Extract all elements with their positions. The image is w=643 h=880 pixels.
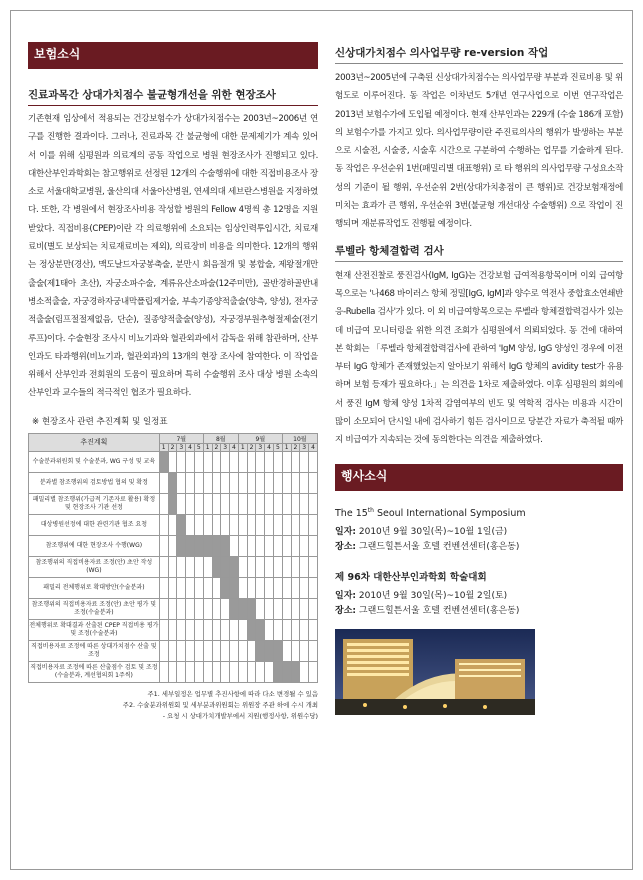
schedule-cell bbox=[203, 619, 212, 640]
schedule-cell bbox=[168, 598, 177, 619]
task-cell: 참조행위의 직접비용자료 조정(안) 초안 작성(WG) bbox=[29, 556, 160, 577]
schedule-cell bbox=[300, 577, 309, 598]
schedule-cell bbox=[273, 535, 282, 556]
schedule-cell bbox=[168, 451, 177, 472]
schedule-cell bbox=[309, 577, 318, 598]
schedule-cell bbox=[203, 556, 212, 577]
schedule-cell bbox=[265, 598, 274, 619]
schedule-cell bbox=[194, 598, 203, 619]
schedule-cell bbox=[177, 514, 186, 535]
schedule-cell bbox=[300, 598, 309, 619]
banner-label: 행사소식 bbox=[335, 464, 623, 488]
schedule-cell bbox=[194, 556, 203, 577]
schedule-cell bbox=[186, 514, 195, 535]
schedule-cell bbox=[309, 619, 318, 640]
table-row bbox=[29, 535, 318, 556]
week-header: 5 bbox=[194, 443, 203, 451]
week-header: 1 bbox=[238, 443, 247, 451]
schedule-cell bbox=[212, 619, 221, 640]
schedule-cell bbox=[203, 472, 212, 493]
week-header: 2 bbox=[168, 443, 177, 451]
schedule-cell bbox=[247, 619, 256, 640]
table-row bbox=[29, 598, 318, 619]
week-header: 2 bbox=[212, 443, 221, 451]
schedule-cell bbox=[256, 472, 265, 493]
schedule-cell bbox=[230, 493, 239, 514]
events-banner bbox=[335, 464, 623, 491]
schedule-cell bbox=[194, 535, 203, 556]
schedule-cell bbox=[282, 535, 291, 556]
schedule-cell bbox=[212, 472, 221, 493]
article-body: 기존현재 임상에서 적용되는 건강보험수가 상대가치점수는 2003년~2006년 연구를 진행한 결과이다. 그러나, 진료과목 간 불균형에 대한 문제제기가 계속 있어서 이를 위해 심평원과 의료계의 공동 작업으로 병원 현장조사가 진행되고 있다. 대한산부인과학회는 참고행위로 선정된 12개의 수술행위에 대한 직접비용조사 장소로 서울대학교병원, 울산의대 서울아산병원, 연세의대 세브란스병원을 지정하였다. 또한, 각 병원에서 현장조사비용 작성할 병원의 Fellow 4명씩 총 12명을 지원 받았다. 직접비용(CPEP)이란 각 의료행위에 소요되는 임상인력투입시간, 치료재료비(별도 보상되는 치료재료비는 제외), 의료장비 비용을 의미한다. 12개의 행위는 정상분만(경산), 맥도날드자궁봉축술, 분만시 회음절개 및 봉합술, 제왕절개만출술(제1태아 초산), 자궁소파수술, 계류유산소파술(12주미만), 골반경하골반내병소적출술, 자궁경하자궁내막폴립제거술, 부속기종양적출술(양측, 양성), 전자궁적출술(림프절절제없음, 단순), 질종양적출술(양성), 자궁경부원추형절제술(전기루프)이다. 수술현장 조사시 비뇨기과와 혈관외과에서 감독을 위해 참관하며, 산부인과도 타과행위(비뇨기과, 혈관외과)의 13개의 현장 조사에 참여한다. 이 작업을 위해서 산부인과 전회원의 도움이 필요하며 특히 수술행위 조사 대상 병원 소속의 산부인과 교수들의 적극적인 협조가 필요하다. bbox=[28, 114, 318, 399]
schedule-cell bbox=[247, 472, 256, 493]
schedule-cell bbox=[282, 640, 291, 661]
schedule-cell bbox=[212, 598, 221, 619]
footnote: - 요청 시 상대가치개발부에서 지원(행정사항, 위원수당) bbox=[162, 711, 318, 720]
schedule-cell bbox=[159, 514, 168, 535]
schedule-cell bbox=[159, 619, 168, 640]
schedule-cell bbox=[265, 577, 274, 598]
schedule-cell bbox=[291, 640, 300, 661]
schedule-cell bbox=[168, 640, 177, 661]
week-header: 5 bbox=[273, 443, 282, 451]
schedule-cell bbox=[273, 493, 282, 514]
schedule-cell bbox=[265, 640, 274, 661]
schedule-cell bbox=[300, 535, 309, 556]
schedule-cell bbox=[221, 661, 230, 682]
schedule-cell bbox=[256, 619, 265, 640]
schedule-cell bbox=[221, 535, 230, 556]
week-header: 1 bbox=[159, 443, 168, 451]
schedule-cell bbox=[309, 661, 318, 682]
schedule-cell bbox=[291, 577, 300, 598]
task-cell: 패밀리 전체행위로 확대방안(수술분과) bbox=[29, 577, 160, 598]
schedule-cell bbox=[203, 493, 212, 514]
schedule-cell bbox=[230, 661, 239, 682]
schedule-cell bbox=[282, 661, 291, 682]
schedule-cell bbox=[203, 661, 212, 682]
schedule-cell bbox=[238, 514, 247, 535]
event1-title: The 15th Seoul International Symposium bbox=[335, 506, 526, 519]
schedule-cell bbox=[230, 451, 239, 472]
table-title: ※ 현장조사 관련 추진계획 및 일정표 bbox=[32, 416, 168, 427]
schedule-cell bbox=[247, 556, 256, 577]
week-header: 1 bbox=[282, 443, 291, 451]
schedule-cell bbox=[168, 535, 177, 556]
schedule-cell bbox=[273, 661, 282, 682]
schedule-cell bbox=[309, 472, 318, 493]
schedule-cell bbox=[230, 556, 239, 577]
task-cell: 분과별 참조행위의 검토방법 협의 및 확정 bbox=[29, 472, 160, 493]
schedule-cell bbox=[247, 598, 256, 619]
schedule-cell bbox=[221, 493, 230, 514]
month-header: 10월 bbox=[282, 433, 317, 443]
schedule-cell bbox=[221, 577, 230, 598]
schedule-cell bbox=[186, 598, 195, 619]
schedule-cell bbox=[265, 451, 274, 472]
footnote: 주2. 수술분과위원회 및 세부분과위원회는 위원장 주관 하에 수시 개최 bbox=[122, 700, 318, 709]
task-cell: 전체행위로 확대결과 산출된 CPEP 직접비용 평가 및 조정(수술분과) bbox=[29, 619, 160, 640]
schedule-cell bbox=[256, 577, 265, 598]
schedule-cell bbox=[177, 493, 186, 514]
schedule-cell bbox=[300, 640, 309, 661]
event2-title: 제 96차 대한산부인과학회 학술대회 bbox=[335, 571, 487, 583]
schedule-cell bbox=[291, 619, 300, 640]
week-header: 1 bbox=[203, 443, 212, 451]
event1-place: 장소: 그랜드힐튼서울 호텔 컨벤션센터(홍은동) bbox=[335, 541, 520, 552]
schedule-cell bbox=[309, 493, 318, 514]
schedule-cell bbox=[247, 514, 256, 535]
schedule-cell bbox=[230, 640, 239, 661]
table-row bbox=[29, 514, 318, 535]
schedule-cell bbox=[300, 661, 309, 682]
schedule-cell bbox=[256, 640, 265, 661]
table-footnotes bbox=[28, 689, 318, 722]
schedule-cell bbox=[247, 493, 256, 514]
schedule-cell bbox=[194, 493, 203, 514]
article1-body: 2003년~2005년에 구축된 신상대가치점수는 의사업무량 부분과 진료비용 및 위험도로 이루어진다. 동 작업은 이차년도 5개년 연구사업으로 이번 연구작업은 2013년 보험수가에 도입될 예정이다. 현재 산부인과는 229개 (수술 186개 포함) 의 보험수가를 가지고 있다. 의사업무량이란 주진료의사의 행위가 발생하는 부분으로 시술전, 시술중, 시술후 시간으로 구분하여 수행하는 업무를 기술하게 된다. 동 작업은 우선순위 1번(패밀리별 대표행위) 로 타 행위의 의사업무량 구성요소작성의 기준이 될 행위, 우선순위 2번(상대가치총점이 큰 행위)로 건강보험재정에 미치는 효과가 큰 행위, 우선순위 3번(불균형 개선대상 수술행위) 으로 작업이 진행되며 재분류작업도 진행될 예정이다. bbox=[335, 73, 623, 230]
schedule-cell bbox=[238, 535, 247, 556]
schedule-cell bbox=[273, 451, 282, 472]
schedule-cell bbox=[221, 640, 230, 661]
schedule-cell bbox=[291, 493, 300, 514]
schedule-cell bbox=[159, 472, 168, 493]
schedule-cell bbox=[291, 661, 300, 682]
schedule-cell bbox=[273, 598, 282, 619]
schedule-cell bbox=[203, 514, 212, 535]
schedule-cell bbox=[300, 514, 309, 535]
schedule-cell bbox=[256, 556, 265, 577]
schedule-cell bbox=[230, 598, 239, 619]
schedule-cell bbox=[212, 514, 221, 535]
schedule-cell bbox=[221, 598, 230, 619]
schedule-cell bbox=[273, 640, 282, 661]
table-row bbox=[29, 577, 318, 598]
schedule-cell bbox=[265, 472, 274, 493]
week-header: 4 bbox=[186, 443, 195, 451]
schedule-cell bbox=[247, 535, 256, 556]
schedule-cell bbox=[273, 472, 282, 493]
schedule-cell bbox=[238, 619, 247, 640]
week-header: 3 bbox=[256, 443, 265, 451]
event2-date: 일자: 2010년 9월 30일(목)~10월 2일(토) bbox=[335, 590, 508, 601]
schedule-table bbox=[28, 433, 318, 683]
schedule-cell bbox=[168, 577, 177, 598]
schedule-cell bbox=[309, 514, 318, 535]
schedule-cell bbox=[159, 535, 168, 556]
event2-place: 장소: 그랜드힐튼서울 호텔 컨벤션센터(홍은동) bbox=[335, 605, 520, 616]
schedule-cell bbox=[247, 577, 256, 598]
insurance-news-banner bbox=[28, 42, 318, 69]
schedule-cell bbox=[273, 556, 282, 577]
schedule-cell bbox=[238, 451, 247, 472]
week-header: 4 bbox=[230, 443, 239, 451]
week-header: 3 bbox=[300, 443, 309, 451]
schedule-cell bbox=[265, 556, 274, 577]
week-header: 2 bbox=[247, 443, 256, 451]
month-header: 9월 bbox=[238, 433, 282, 443]
schedule-cell bbox=[159, 640, 168, 661]
schedule-cell bbox=[194, 472, 203, 493]
task-cell: 패밀리별 참조행위(가급적 기존자료 활용) 확정 및 현장조사 기관 선정 bbox=[29, 493, 160, 514]
table-row bbox=[29, 493, 318, 514]
task-header: 추진계획 bbox=[29, 433, 160, 451]
left-column bbox=[28, 42, 318, 722]
schedule-cell bbox=[177, 598, 186, 619]
month-header: 7월 bbox=[159, 433, 203, 443]
schedule-cell bbox=[186, 493, 195, 514]
schedule-cell bbox=[282, 514, 291, 535]
schedule-cell bbox=[221, 451, 230, 472]
schedule-cell bbox=[247, 451, 256, 472]
schedule-cell bbox=[194, 514, 203, 535]
schedule-cell bbox=[186, 535, 195, 556]
schedule-cell bbox=[256, 598, 265, 619]
schedule-cell bbox=[265, 514, 274, 535]
schedule-cell bbox=[186, 661, 195, 682]
schedule-cell bbox=[309, 640, 318, 661]
schedule-cell bbox=[221, 619, 230, 640]
schedule-cell bbox=[203, 640, 212, 661]
week-header: 3 bbox=[221, 443, 230, 451]
schedule-cell bbox=[221, 472, 230, 493]
schedule-cell bbox=[282, 493, 291, 514]
schedule-cell bbox=[282, 598, 291, 619]
schedule-cell bbox=[203, 598, 212, 619]
schedule-cell bbox=[247, 640, 256, 661]
week-header: 2 bbox=[291, 443, 300, 451]
schedule-cell bbox=[238, 661, 247, 682]
table-row bbox=[29, 640, 318, 661]
schedule-cell bbox=[159, 661, 168, 682]
schedule-cell bbox=[159, 493, 168, 514]
schedule-cell bbox=[186, 640, 195, 661]
schedule-cell bbox=[265, 493, 274, 514]
schedule-cell bbox=[212, 556, 221, 577]
event1-date: 일자: 2010년 9월 30일(목)~10월 1일(금) bbox=[335, 526, 508, 537]
schedule-cell bbox=[309, 556, 318, 577]
schedule-cell bbox=[238, 472, 247, 493]
schedule-cell bbox=[230, 577, 239, 598]
article-title: 진료과목간 상대가치점수 불균형개선을 위한 현장조사 bbox=[28, 83, 318, 106]
schedule-cell bbox=[203, 451, 212, 472]
schedule-cell bbox=[159, 577, 168, 598]
schedule-cell bbox=[273, 619, 282, 640]
schedule-cell bbox=[212, 640, 221, 661]
banner-label: 보험소식 bbox=[28, 42, 318, 66]
schedule-cell bbox=[212, 577, 221, 598]
schedule-cell bbox=[265, 619, 274, 640]
schedule-cell bbox=[300, 493, 309, 514]
schedule-cell bbox=[159, 598, 168, 619]
schedule-cell bbox=[177, 472, 186, 493]
schedule-cell bbox=[309, 451, 318, 472]
schedule-cell bbox=[291, 598, 300, 619]
schedule-cell bbox=[300, 619, 309, 640]
schedule-cell bbox=[177, 556, 186, 577]
schedule-cell bbox=[177, 661, 186, 682]
schedule-cell bbox=[291, 451, 300, 472]
task-cell: 대상병원선정에 대한 관련기관 협조 요청 bbox=[29, 514, 160, 535]
schedule-cell bbox=[194, 640, 203, 661]
schedule-cell bbox=[212, 661, 221, 682]
schedule-cell bbox=[256, 661, 265, 682]
schedule-cell bbox=[177, 619, 186, 640]
schedule-cell bbox=[177, 535, 186, 556]
hotel-photo bbox=[335, 629, 535, 715]
schedule-cell bbox=[291, 556, 300, 577]
article1-title: 신상대가치점수 의사업무량 re-version 작업 bbox=[335, 42, 623, 64]
schedule-cell bbox=[230, 514, 239, 535]
schedule-cell bbox=[168, 493, 177, 514]
schedule-cell bbox=[265, 535, 274, 556]
schedule-cell bbox=[194, 661, 203, 682]
task-cell: 참조행위에 대한 현장조사 수행(WG) bbox=[29, 535, 160, 556]
schedule-cell bbox=[203, 577, 212, 598]
schedule-cell bbox=[230, 535, 239, 556]
schedule-cell bbox=[177, 451, 186, 472]
month-header: 8월 bbox=[203, 433, 238, 443]
schedule-cell bbox=[273, 514, 282, 535]
schedule-cell bbox=[168, 472, 177, 493]
schedule-cell bbox=[177, 577, 186, 598]
schedule-cell bbox=[291, 514, 300, 535]
schedule-cell bbox=[256, 514, 265, 535]
schedule-cell bbox=[300, 451, 309, 472]
schedule-cell bbox=[168, 556, 177, 577]
schedule-cell bbox=[194, 451, 203, 472]
schedule-cell bbox=[230, 472, 239, 493]
schedule-cell bbox=[159, 556, 168, 577]
task-cell: 직접비용자료 조정에 따른 상대가치점수 산출 및 조정 bbox=[29, 640, 160, 661]
right-column bbox=[335, 42, 623, 715]
schedule-cell bbox=[159, 451, 168, 472]
schedule-cell bbox=[212, 493, 221, 514]
table-row bbox=[29, 451, 318, 472]
schedule-cell bbox=[256, 451, 265, 472]
schedule-cell bbox=[212, 451, 221, 472]
schedule-cell bbox=[168, 514, 177, 535]
schedule-cell bbox=[282, 451, 291, 472]
schedule-cell bbox=[177, 640, 186, 661]
schedule-cell bbox=[168, 619, 177, 640]
schedule-cell bbox=[256, 535, 265, 556]
schedule-cell bbox=[309, 535, 318, 556]
schedule-cell bbox=[194, 577, 203, 598]
schedule-cell bbox=[256, 493, 265, 514]
footnote: 주1. 세부일정은 업무별 추진사항에 따라 다소 변경될 수 있음 bbox=[147, 689, 318, 698]
schedule-cell bbox=[168, 661, 177, 682]
schedule-cell bbox=[282, 577, 291, 598]
schedule-cell bbox=[238, 640, 247, 661]
week-header: 3 bbox=[177, 443, 186, 451]
table-row bbox=[29, 472, 318, 493]
schedule-cell bbox=[186, 619, 195, 640]
task-cell: 참조행위의 직접비용자료 조정(안) 초안 평가 및 조정(수술분과) bbox=[29, 598, 160, 619]
table-row bbox=[29, 619, 318, 640]
table-row bbox=[29, 661, 318, 682]
schedule-cell bbox=[291, 535, 300, 556]
schedule-cell bbox=[265, 661, 274, 682]
schedule-cell bbox=[238, 556, 247, 577]
schedule-cell bbox=[247, 661, 256, 682]
week-header: 4 bbox=[309, 443, 318, 451]
schedule-cell bbox=[203, 535, 212, 556]
task-cell: 수술분과위원회 및 수술분과, WG 구성 및 교육 bbox=[29, 451, 160, 472]
schedule-cell bbox=[238, 493, 247, 514]
article2-title: 루벨라 항체결합력 검사 bbox=[335, 240, 623, 262]
schedule-cell bbox=[238, 598, 247, 619]
schedule-cell bbox=[238, 577, 247, 598]
schedule-cell bbox=[212, 535, 221, 556]
schedule-cell bbox=[282, 619, 291, 640]
schedule-cell bbox=[221, 514, 230, 535]
schedule-cell bbox=[273, 577, 282, 598]
week-header: 4 bbox=[265, 443, 274, 451]
schedule-cell bbox=[309, 598, 318, 619]
schedule-cell bbox=[230, 619, 239, 640]
task-cell: 직접비용자료 조정에 따른 산출점수 검토 및 조정(수술분과, 계선협의회 1주씩) bbox=[29, 661, 160, 682]
schedule-cell bbox=[282, 556, 291, 577]
article2-body: 현재 산전진찰로 풍진검사(IgM, IgG)는 건강보험 급여적용항목이며 이외 급여항목으로는 '나468 바이러스 항체 정밀[IgG, IgM]과 양수로 역전사 중합효소연쇄반응-Rubella 검사'가 있다. 이 외 비급여항목으로는 루벨라 항체결합력검사가 있는데 비급여 모니터링을 위한 의견 조회가 심평원에서 의뢰되었다. 동 건에 대하여 본 학회는 「루벨라 항체결합력검사에 관하여 'IgM 양성, IgG 양성인 경우에 이전부터 IgG 항체가 존재했었는지 알아보기 위해서 IgG 항체의 avidity test가 유용하며 보험 등재가 필요하다.」는 의견을 1차로 제출하였다. 이후 심평원의 회의에서 풍진 IgM 항체 양성 1차적 감염여부의 빈도 및 역학적 검사는 비용과 시간이 많이 소모되어 단시일 내에 검사하기 힘든 검사이므로 당분간 자료가 축적될 때까지 비급여가 지속되는 것에 동의한다는 의견을 제출하였다. bbox=[335, 270, 623, 446]
table-row bbox=[29, 556, 318, 577]
schedule-cell bbox=[186, 577, 195, 598]
schedule-cell bbox=[186, 472, 195, 493]
schedule-cell bbox=[300, 472, 309, 493]
schedule-cell bbox=[194, 619, 203, 640]
schedule-cell bbox=[221, 556, 230, 577]
schedule-cell bbox=[186, 451, 195, 472]
schedule-cell bbox=[291, 472, 300, 493]
schedule-cell bbox=[300, 556, 309, 577]
schedule-cell bbox=[282, 472, 291, 493]
schedule-cell bbox=[186, 556, 195, 577]
